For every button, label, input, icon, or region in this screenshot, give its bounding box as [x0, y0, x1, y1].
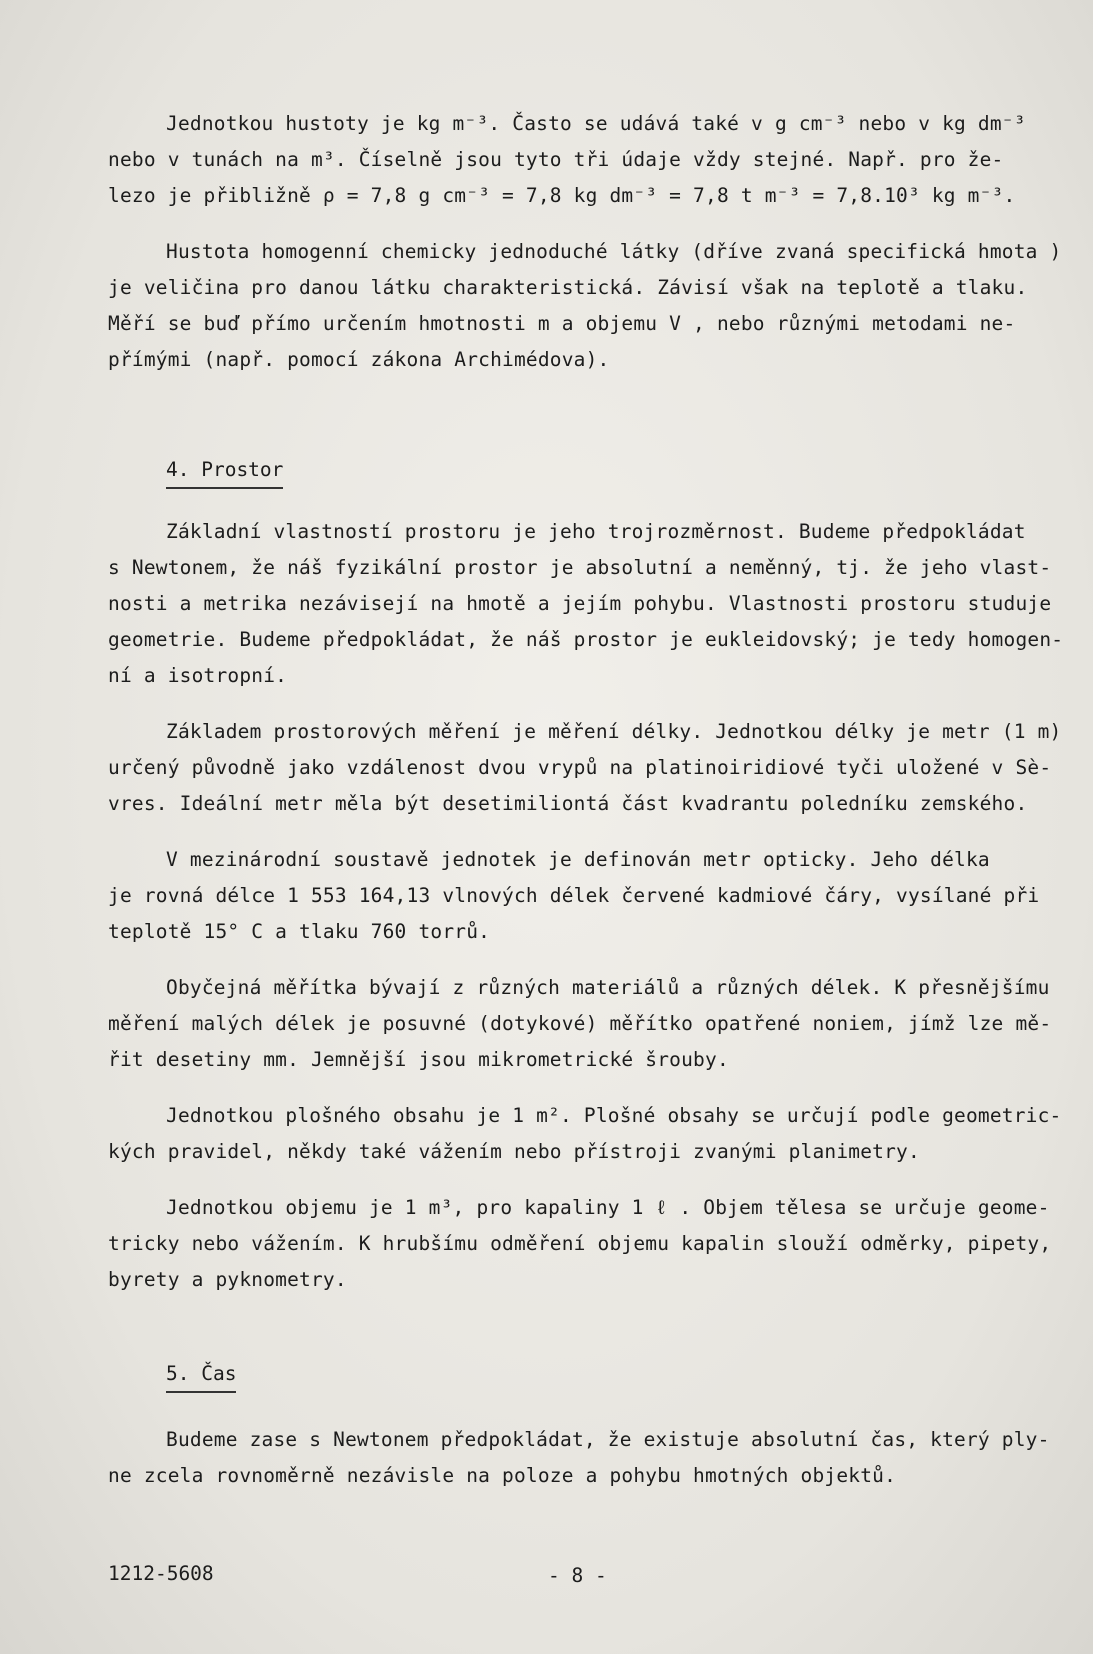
- text-line: Jednotkou plošného obsahu je 1 m². Plošné obsahy se určují podle geometric-: [166, 1104, 1062, 1127]
- text-line: Obyčejná měřítka bývají z různých materiálů a různých délek. K přesnějšímu: [166, 976, 1050, 999]
- text-line: ne zcela rovnoměrně nezávisle na poloze a pohybu hmotných objektů.: [108, 1464, 897, 1487]
- text-line: byrety a pyknometry.: [108, 1268, 347, 1291]
- section-heading-cas: 5. Čas: [166, 1362, 236, 1393]
- text-line: ní a isotropní.: [108, 664, 288, 687]
- text-line: tricky nebo vážením. K hrubšímu odměření objemu kapalin slouží odměrky, pipety,: [108, 1232, 1052, 1255]
- text-line: Hustota homogenní chemicky jednoduché látky (dříve zvaná specifická hmota ): [166, 240, 1062, 263]
- text-line: geometrie. Budeme předpokládat, že náš prostor je eukleidovský; je tedy homogen-: [108, 628, 1064, 651]
- page-number: - 8 -: [548, 1564, 607, 1587]
- text-line: Měří se buď přímo určením hmotnosti m a objemu V , nebo různými metodami ne-: [108, 312, 1016, 335]
- text-line: Základem prostorových měření je měření délky. Jednotkou délky je metr (1 m): [166, 720, 1062, 743]
- text-line: Jednotkou hustoty je kg m⁻³. Často se udává také v g cm⁻³ nebo v kg dm⁻³: [166, 112, 1026, 135]
- text-line: teplotě 15° C a tlaku 760 torrů.: [108, 920, 491, 943]
- text-line: Základní vlastností prostoru je jeho trojrozměrnost. Budeme předpokládat: [166, 520, 1026, 543]
- text-line: je rovná délce 1 553 164,13 vlnových délek červené kadmiové čáry, vysílané při: [108, 884, 1040, 907]
- text-line: kých pravidel, někdy také vážením nebo přístroji zvanými planimetry.: [108, 1140, 920, 1163]
- text-line: nosti a metrika nezávisejí na hmotě a jejím pohybu. Vlastnosti prostoru studuje: [108, 592, 1052, 615]
- text-line: Jednotkou objemu je 1 m³, pro kapaliny 1 ℓ . Objem tělesa se určuje geome-: [166, 1196, 1050, 1219]
- text-line: Budeme zase s Newtonem předpokládat, že existuje absolutní čas, který ply-: [166, 1428, 1050, 1451]
- text-line: řit desetiny mm. Jemnější jsou mikrometrické šrouby.: [108, 1048, 729, 1071]
- section-heading-prostor: 4. Prostor: [166, 458, 283, 489]
- text-line: lezo je přibližně ρ = 7,8 g cm⁻³ = 7,8 kg dm⁻³ = 7,8 t m⁻³ = 7,8.10³ kg m⁻³.: [108, 184, 1016, 207]
- text-line: V mezinárodní soustavě jednotek je definován metr opticky. Jeho délka: [166, 848, 990, 871]
- text-line: s Newtonem, že náš fyzikální prostor je absolutní a neměnný, tj. že jeho vlast-: [108, 556, 1052, 579]
- text-line: nebo v tunách na m³. Číselně jsou tyto tři údaje vždy stejné. Např. pro že-: [108, 148, 1004, 171]
- text-line: určený původně jako vzdálenost dvou vrypů na platinoiridiové tyči uložené v Sè-: [108, 756, 1052, 779]
- text-line: je veličina pro danou látku charakteristická. Závisí však na teplotě a tlaku.: [108, 276, 1028, 299]
- text-line: měření malých délek je posuvné (dotykové) měřítko opatřené noniem, jímž lze mě-: [108, 1012, 1052, 1035]
- document-code: 1212-5608: [108, 1562, 214, 1585]
- text-line: přímými (např. pomocí zákona Archimédova).: [108, 348, 610, 371]
- text-line: vres. Ideální metr měla být desetimiliontá část kvadrantu poledníku zemského.: [108, 792, 1028, 815]
